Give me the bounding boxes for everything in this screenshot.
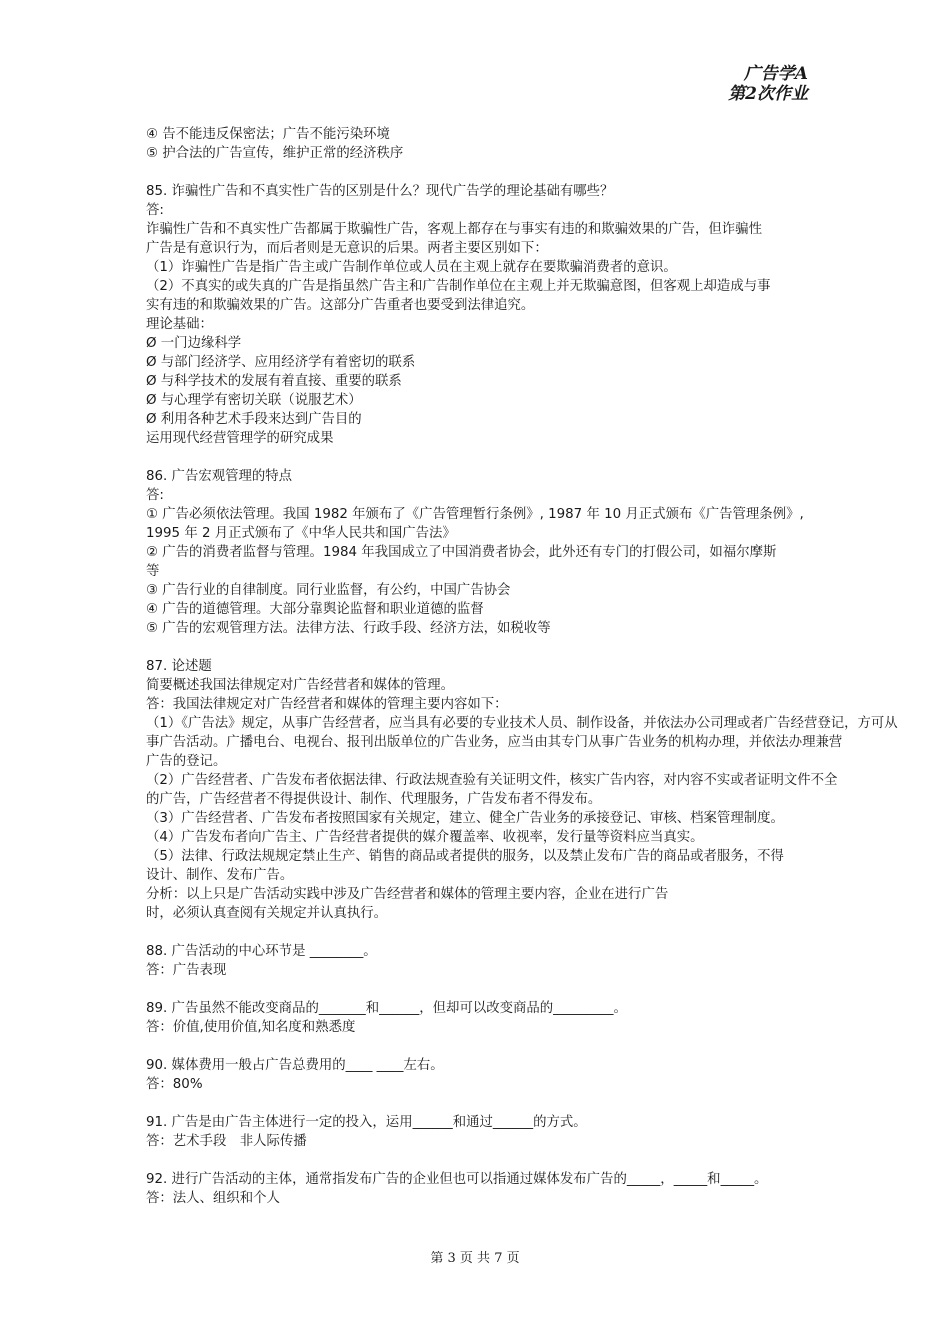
- paragraph-gap: [146, 1151, 816, 1170]
- text-line: （2）广告经营者、广告发布者依据法律、行政法规查验有关证明文件，核实广告内容，对内容不实或者证明文件不全: [146, 773, 838, 788]
- text-line: 答：艺术手段 非人际传播: [146, 1134, 307, 1149]
- assignment-title: 第2次作业: [728, 84, 808, 104]
- text-line: 91. 广告是由广告主体进行一定的投入，运用______和通过______的方式。: [146, 1115, 587, 1130]
- text-line: 诈骗性广告和不真实性广告都属于欺骗性广告，客观上都存在与事实有违的和欺骗效果的广告，但诈骗性: [146, 222, 762, 237]
- text-line: ④ 广告的道德管理。大部分靠舆论监督和职业道德的监督: [146, 602, 484, 617]
- text-line: 答：广告表现: [146, 963, 227, 978]
- text-line: ① 广告必须依法管理。我国 1982 年颁布了《广告管理暂行条例》, 1987 年 10 月正式颁布《广告管理条例》,: [146, 507, 804, 522]
- text-line: 答：80%: [146, 1077, 203, 1092]
- course-title: 广告学A: [743, 64, 808, 84]
- text-line: Ø 与心理学有密切关联（说服艺术）: [146, 393, 362, 408]
- paragraph-gap: [146, 923, 816, 942]
- text-line: 答:: [146, 203, 164, 218]
- text-line: 92. 进行广告活动的主体，通常指发布广告的企业但也可以指通过媒体发布广告的_____，_____和_____。: [146, 1172, 768, 1187]
- text-line: 87. 论述题: [146, 659, 212, 674]
- text-line: 广告的登记。: [146, 754, 227, 769]
- text-line: 90. 媒体费用一般占广告总费用的____ ____左右。: [146, 1058, 444, 1073]
- text-line: 实有违的和欺骗效果的广告。这部分广告重者也要受到法律追究。: [146, 298, 535, 313]
- text-line: 89. 广告虽然不能改变商品的_______和______，但却可以改变商品的_________。: [146, 1001, 627, 1016]
- text-line: 86. 广告宏观管理的特点: [146, 469, 293, 484]
- text-line: ③ 广告行业的自律制度。同行业监督，有公约，中国广告协会: [146, 583, 511, 598]
- paragraph-gap: [146, 1094, 816, 1113]
- text-line: （5）法律、行政法规规定禁止生产、销售的商品或者提供的服务，以及禁止发布广告的商品或者服务，不得: [146, 849, 784, 864]
- text-line: （4）广告发布者向广告主、广告经营者提供的媒介覆盖率、收视率，发行量等资料应当真实。: [146, 830, 704, 845]
- text-line: 时，必须认真查阅有关规定并认真执行。: [146, 906, 388, 921]
- text-line: （1）《广告法》规定，从事广告经营者，应当具有必要的专业技术人员、制作设备，并依法办公司理或者广告经营登记，方可从: [146, 716, 898, 731]
- document-header: [728, 64, 808, 104]
- text-line: 分析：以上只是广告活动实践中涉及广告经营者和媒体的管理主要内容，企业在进行广告: [146, 887, 669, 902]
- text-line: 的广告，广告经营者不得提供设计、制作、代理服务，广告发布者不得发布。: [146, 792, 602, 807]
- text-line: 答:: [146, 488, 164, 503]
- text-line: Ø 一门边缘科学: [146, 336, 242, 351]
- text-line: 1995 年 2 月正式颁布了《中华人民共和国广告法》: [146, 526, 456, 541]
- text-line: 答：价值,使用价值,知名度和熟悉度: [146, 1020, 356, 1035]
- text-line: 85. 诈骗性广告和不真实性广告的区别是什么？现代广告学的理论基础有哪些？: [146, 184, 614, 199]
- paragraph-gap: [146, 1037, 816, 1056]
- text-line: ⑤ 护合法的广告宣传，维护正常的经济秩序: [146, 146, 404, 161]
- text-line: 广告是有意识行为，而后者则是无意识的后果。两者主要区别如下：: [146, 241, 548, 256]
- text-line: ② 广告的消费者监督与管理。1984 年我国成立了中国消费者协会，此外还有专门的打假公司，如福尔摩斯: [146, 545, 777, 560]
- page-number: 第 3 页 共 7 页: [430, 1251, 520, 1266]
- text-line: 理论基础：: [146, 317, 213, 332]
- paragraph-gap: [146, 980, 816, 999]
- text-line: 事广告活动。广播电台、电视台、报刊出版单位的广告业务，应当由其专门从事广告业务的机构办理，并依法办理兼营: [146, 735, 843, 750]
- text-line: 答：法人、组织和个人: [146, 1191, 280, 1206]
- text-line: 答：我国法律规定对广告经营者和媒体的管理主要内容如下：: [146, 697, 508, 712]
- document-body: [146, 125, 898, 1208]
- text-line: （1）诈骗性广告是指广告主或广告制作单位或人员在主观上就存在要欺骗消费者的意识。: [146, 260, 677, 275]
- paragraph-gap: [146, 163, 816, 182]
- text-line: ④ 告不能违反保密法；广告不能污染环境: [146, 127, 390, 142]
- paragraph-gap: [146, 448, 816, 467]
- text-line: （3）广告经营者、广告发布者按照国家有关规定，建立、健全广告业务的承接登记、审核、档案管理制度。: [146, 811, 784, 826]
- text-line: （2）不真实的或失真的广告是指虽然广告主和广告制作单位在主观上并无欺骗意图，但客观上却造成与事: [146, 279, 771, 294]
- paragraph-gap: [146, 638, 816, 657]
- text-line: 等: [146, 564, 160, 579]
- text-line: ⑤ 广告的宏观管理方法。法律方法、行政手段、经济方法，如税收等: [146, 621, 551, 636]
- text-line: 运用现代经营管理学的研究成果: [146, 431, 334, 446]
- text-line: 设计、制作、发布广告。: [146, 868, 294, 883]
- text-line: Ø 与部门经济学、应用经济学有着密切的联系: [146, 355, 416, 370]
- text-line: 简要概述我国法律规定对广告经营者和媒体的管理。: [146, 678, 454, 693]
- text-line: Ø 与科学技术的发展有着直接、重要的联系: [146, 374, 402, 389]
- text-line: Ø 利用各种艺术手段来达到广告目的: [146, 412, 362, 427]
- text-line: 88. 广告活动的中心环节是 ________。: [146, 944, 377, 959]
